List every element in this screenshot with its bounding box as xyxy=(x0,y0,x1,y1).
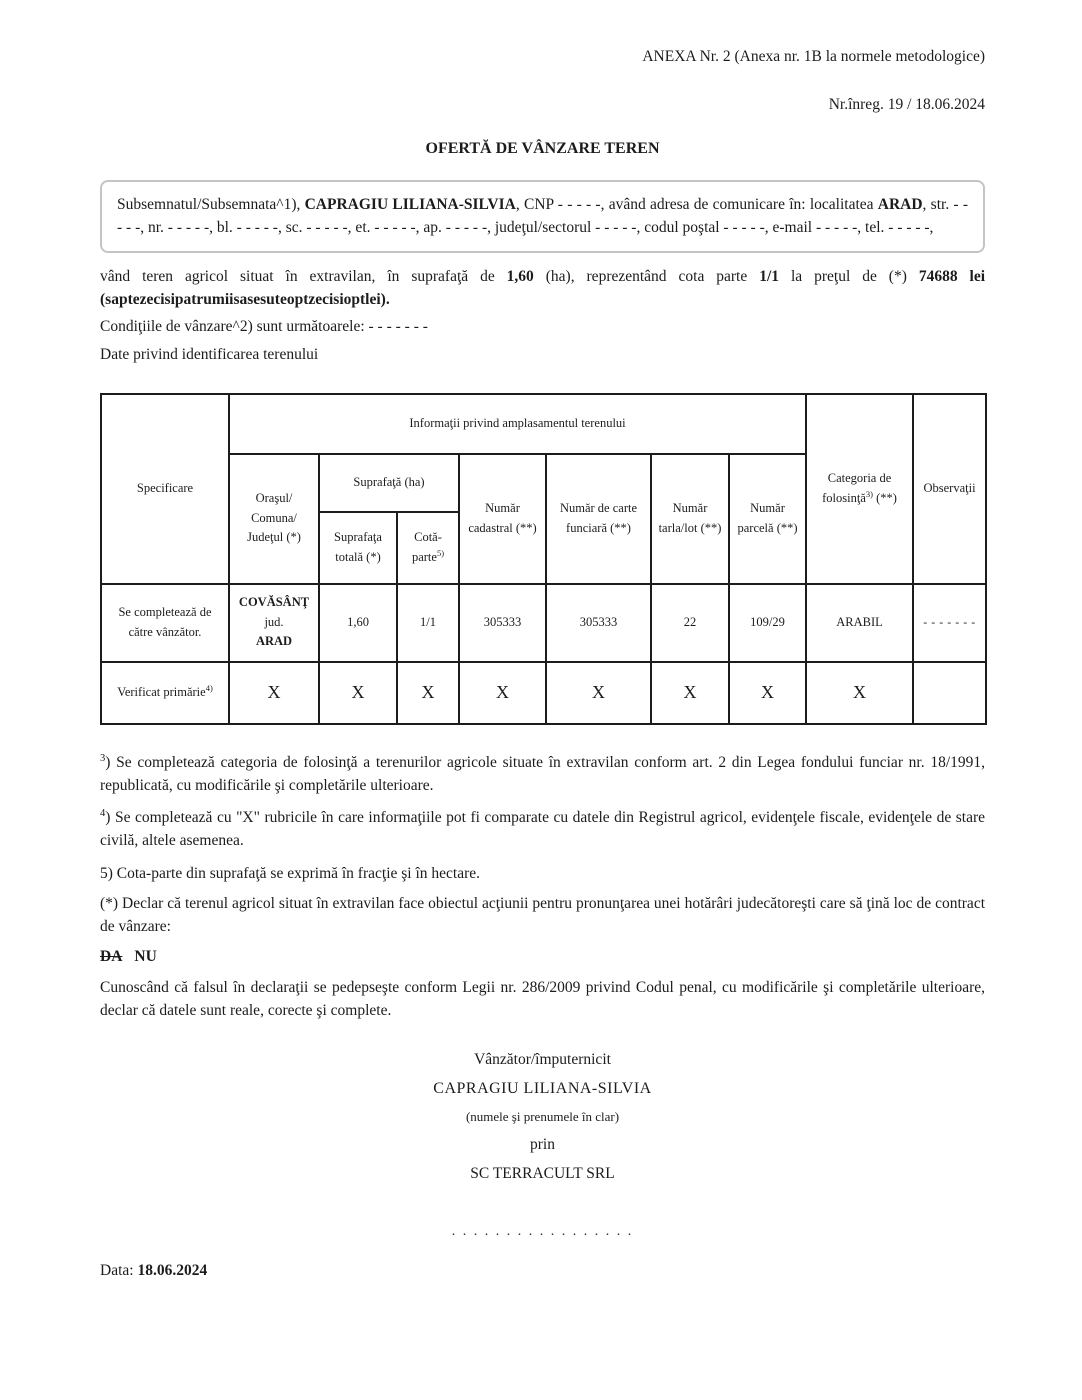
footnote-3 xyxy=(100,751,985,798)
da-nu-choice xyxy=(100,945,985,968)
nu-option: NU xyxy=(134,948,157,966)
usage-category-footnote-mark: 3) xyxy=(865,488,873,499)
seller-parcel: 109/29 xyxy=(729,584,806,662)
seller-tarla-lot: 22 xyxy=(651,584,729,662)
seller-cadastral-number: 305333 xyxy=(459,584,546,662)
registration-number: Nr.înreg. 19 / 18.06.2024 xyxy=(828,96,985,113)
seller-name: CAPRAGIU LILIANA-SILVIA xyxy=(304,196,516,213)
verify-mark-tarla: X xyxy=(651,662,729,724)
sale-segment: (ha), reprezentând cota parte xyxy=(533,267,760,285)
sale-declaration-paragraph xyxy=(100,265,985,312)
intro-segment: , CNP - - - - -, având adresa de comunicare în: localitatea xyxy=(515,196,878,213)
document-date xyxy=(100,1262,207,1280)
price-value: 74688 lei xyxy=(918,267,986,285)
column-header-city: Oraşul/ Comuna/ Judeţul (*) xyxy=(229,454,319,584)
footnote-4 xyxy=(100,806,985,853)
column-header-specificare: Specificare xyxy=(101,394,229,584)
footnote-4-text: ) Se completează cu "X" rubricile în care informaţiile pot fi comparate cu datele din Registrul agricol, evidenţele fiscale, evidenţele de stare civilă, altele asemenea. xyxy=(100,809,985,850)
table-row-seller xyxy=(101,584,986,662)
column-header-usage-category xyxy=(806,394,913,584)
seller-observations: - - - - - - - xyxy=(913,584,986,662)
seller-usage-category: ARABIL xyxy=(806,584,913,662)
date-value: 18.06.2024 xyxy=(137,1262,208,1279)
seller-land-book-number: 305333 xyxy=(546,584,651,662)
column-header-parcel-number: Număr parcelă (**) xyxy=(729,454,806,584)
footnote-3-mark: 3 xyxy=(100,752,106,764)
da-option-struck: DA xyxy=(100,948,123,966)
page-title: OFERTĂ DE VÂNZARE TEREN xyxy=(425,140,660,157)
usage-category-label: Categoria de folosinţă xyxy=(822,471,892,505)
footnote-5: 5) Cota-parte din suprafaţă se exprimă în fracţie şi în hectare. xyxy=(100,864,481,882)
signature-company: SC TERRACULT SRL xyxy=(470,1165,615,1182)
footnote-3-text: ) Se completează categoria de folosinţă a terenurilor agricole situate în extravilan conform art. 2 din Legea fondului funciar nr. 18/1991, republicată, cu modificările şi completările ulterioare. xyxy=(100,753,985,794)
verify-mark-parcel: X xyxy=(729,662,806,724)
date-label: Data: xyxy=(100,1262,138,1279)
seller-share: 1/1 xyxy=(397,584,459,662)
verify-mark-city: X xyxy=(229,662,319,724)
column-header-total-surface: Suprafaţa totală (*) xyxy=(319,512,397,584)
column-header-tarla-lot-number: Număr tarla/lot (**) xyxy=(651,454,729,584)
column-header-observations: Observaţii xyxy=(913,394,986,584)
usage-category-suffix: (**) xyxy=(872,490,897,505)
intro-segment: , str. - - - - -, nr. - - - - -, bl. - - - - -, sc. - - - - -, et. - - - - -, ap. - - - - -, judeţul/sectorul - - - - -, codul poştal - - - - -, e-mail - - - - -, tel. - - - - -, xyxy=(117,196,969,237)
intro-segment: Subsemnatul/Subsemnata^1), xyxy=(117,196,305,213)
seller-city-cell xyxy=(229,584,319,662)
price-in-words: (saptezecisipatrumiisasesuteoptzecisioptlei). xyxy=(100,290,390,308)
column-header-land-book-number: Număr de carte funciară (**) xyxy=(546,454,651,584)
seller-county: ARAD xyxy=(255,634,293,649)
verify-row-label xyxy=(101,662,229,724)
land-identification-table xyxy=(100,393,987,725)
signature-via: prin xyxy=(530,1135,555,1153)
penalty-declaration: Cunoscând că falsul în declaraţii se pedepseşte conform Legii nr. 286/2009 privind Codul penal, cu modificările şi completările ulterioare, declar că datele sunt reale, corecte şi complete. xyxy=(100,978,985,1019)
verify-mark-cadastral: X xyxy=(459,662,546,724)
table-row-verified xyxy=(101,662,986,724)
annex-reference: ANEXA Nr. 2 (Anexa nr. 1B la normele metodologice) xyxy=(642,48,985,65)
verify-mark-land-book: X xyxy=(546,662,651,724)
sale-segment: vând teren agricol situat în extravilan, în suprafaţă de xyxy=(100,267,507,285)
ownership-share-value: 1/1 xyxy=(759,267,780,285)
verify-footnote-mark: 4) xyxy=(205,682,213,693)
seller-commune: COVĂSÂNŢ xyxy=(238,595,310,610)
share-label: Cotă-parte xyxy=(411,530,442,564)
verify-observations xyxy=(913,662,986,724)
signature-dotted-line: . . . . . . . . . . . . . . . . . xyxy=(451,1224,634,1240)
signature-hint: (numele şi prenumele în clar) xyxy=(465,1109,620,1125)
land-identification-heading: Date privind identificarea terenului xyxy=(100,346,319,364)
share-footnote-mark: 5) xyxy=(436,547,445,558)
star-declaration: (*) Declar că terenul agricol situat în extravilan face obiectul acţiunii pentru pronunţarea unei hotărâri judecătoreşti care să ţină loc de contract de vânzare: xyxy=(100,894,985,935)
verify-mark-share: X xyxy=(397,662,459,724)
footnote-4-mark: 4 xyxy=(100,807,106,819)
seller-county-prefix: jud. xyxy=(264,614,284,629)
sale-conditions-line: Condiţiile de vânzare^2) sunt următoarele: - - - - - - - xyxy=(100,318,428,335)
sale-segment: la preţul de (*) xyxy=(779,267,919,285)
verify-mark-category: X xyxy=(806,662,913,724)
column-group-location-info: Informaţii privind amplasamentul terenului xyxy=(229,394,806,454)
footnotes-section xyxy=(100,751,985,1023)
column-group-surface: Suprafaţă (ha) xyxy=(319,454,459,512)
signature-block xyxy=(100,1048,985,1242)
signature-role: Vânzător/împuternicit xyxy=(474,1051,611,1068)
subscriber-info-box xyxy=(100,180,985,253)
seller-locality: ARAD xyxy=(877,196,923,213)
verify-mark-surface: X xyxy=(319,662,397,724)
seller-row-label: Se completează de către vânzător. xyxy=(101,584,229,662)
column-header-cadastral-number: Număr cadastral (**) xyxy=(459,454,546,584)
column-header-share xyxy=(397,512,459,584)
document-content xyxy=(100,0,985,1242)
land-area-value: 1,60 xyxy=(506,267,534,285)
seller-total-surface: 1,60 xyxy=(319,584,397,662)
verify-label: Verificat primărie xyxy=(117,684,206,699)
signature-name: CAPRAGIU LILIANA-SILVIA xyxy=(433,1080,652,1098)
